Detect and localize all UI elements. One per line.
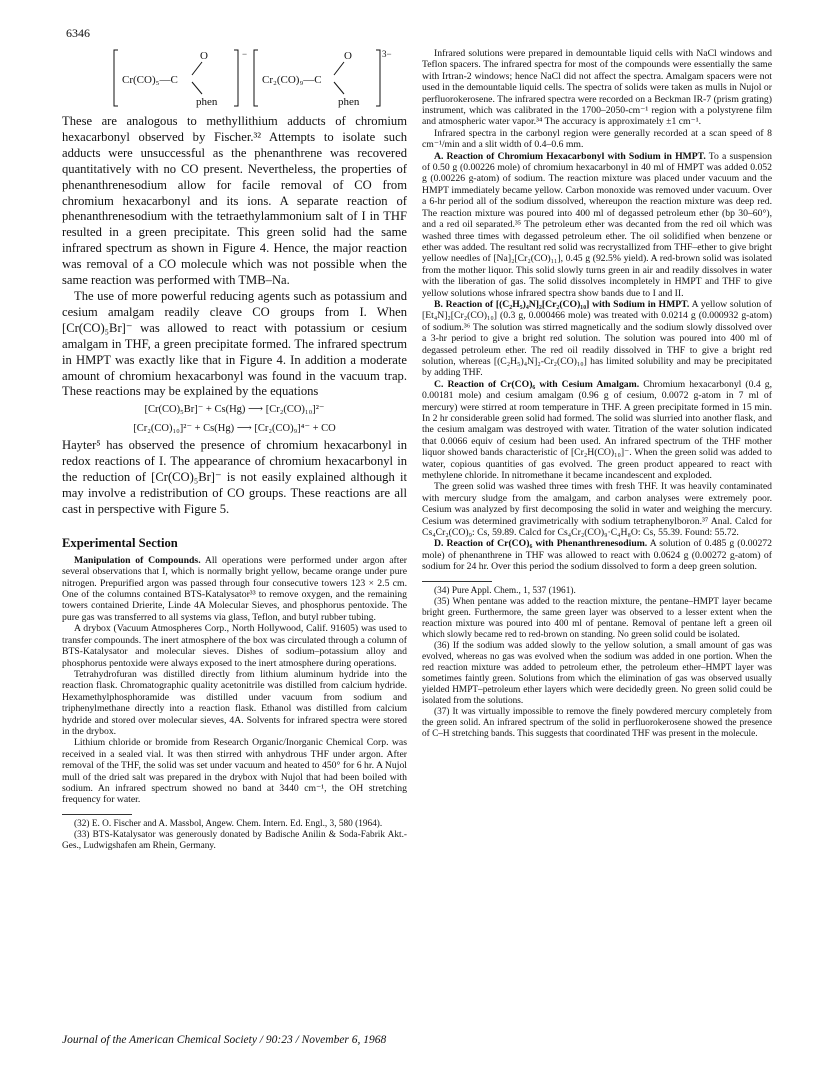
charge-label-1: − — [242, 49, 248, 59]
journal-footer: Journal of the American Chemical Society / 90:23 / November 6, 1968 — [62, 1034, 387, 1046]
paragraph-reaction-d — [422, 538, 772, 572]
reaction-d-heading: D. Reaction of Cr(CO)₆ with Phenanthrenesodium. — [434, 538, 648, 550]
anion-structures-figure — [62, 48, 407, 110]
paragraph-reaction-b — [422, 299, 772, 379]
phen-label-1: phen — [196, 96, 218, 108]
paragraph-reducing-agents: The use of more powerful reducing agents such as potassium and cesium amalgam readily cleave CO groups from I. When [Cr(CO)₅Br]⁻ was allowed to react with potassium or cesium amalgam in THF, a green precipitate formed. The infrared spectrum in HMPT was exactly like that in Figure 4. In addition a moderate amount of chromium hexacarbonyl was found in the vacuum trap. These reactions may be explained by the equations — [62, 288, 407, 399]
section-title: Experimental Section — [62, 535, 178, 550]
reaction-a-heading: A. Reaction of Chromium Hexacarbonyl with Sodium in HMPT. — [434, 150, 706, 162]
paragraph-manipulation — [62, 555, 407, 623]
reaction-c-heading: C. Reaction of Cr(CO)₆ with Cesium Amalgam. — [434, 378, 640, 390]
reaction-a-body: To a suspension of 0.50 g (0.00226 mole) of chromium hexacarbonyl in 40 ml of HMPT was added 0.052 g (0.00226 g-atom) of sodium. The reaction mixture was placed under vacuum and the HMPT immediately became yellow. Carbon monoxide was removed under vacuum. Over a 6-hr period all of the sodium dissolved, whereupon the reaction mixture was deep red. The reaction mixture was poured into 400 ml of degassed petroleum ether (bp 30–60°), and a red oil separated.³⁵ The petroleum ether was decanted from the red oil which was washed three times with degassed petroleum ether. The oil solidified when benzene or ether was added. The resultant red solid was recrystallized from THF–ether to give bright yellow needles of [Na]₂[Cr₂(CO)₁₁], 0.45 g (92.5% yield). A red-brown solid was isolated from the mother liquor. This solid slowly turns green in air and readily dissolves in water with the liberation of gas. The solid dissolves incompletely in HMPT and THF to give yellow solutions whose infrared spectra show bands due to I and II. — [422, 150, 772, 299]
paragraph-hayter: Hayter⁵ has observed the presence of chromium hexacarbonyl in redox reactions of I. The appearance of chromium hexacarbonyl in the reduction of [Cr(CO)₅Br]⁻ is not easily explained although it may involve a redistribution of CO groups. These reactions are all cast in perspective with Figure 5. — [62, 438, 407, 516]
structure-2-metal: Cr₂(CO)₉—C — [262, 74, 322, 86]
footnote-36: (36) If the sodium was added slowly to the yellow solution, a small amount of gas was evolved, whereas no gas was evolved when the sodium was added in one portion. When the red reaction mixture was added to petroleum ether, the petroleum ether–HMPT layer was sometimes faintly green. Solutions from which the elimination of gas was observed usually yielded HMPT–petroleum ether layers which were decidedly green. No green solid could be isolated from the solutions. — [422, 640, 772, 706]
paragraph-drybox: A drybox (Vacuum Atmospheres Corp., North Hollywood, Calif. 91605) was used to transfer compounds. The inert atmosphere of the box was circulated through a column of BTS-Katalysator and molecular sieves. Dishes of sodium–potassium alloy and phosphorus pentoxide were always exposed to the inert atmosphere during operations. — [62, 623, 407, 669]
paragraph-scan-speed: Infrared spectra in the carbonyl region were generally recorded at a scan speed of 8 cm⁻¹/min and a slit width of 0.4–0.6 mm. — [422, 127, 772, 151]
footnote-32: (32) E. O. Fischer and A. Massbol, Angew. Chem. Intern. Ed. Engl., 3, 580 (1964). — [74, 818, 383, 829]
page-number: 6346 — [66, 26, 90, 40]
footnote-33: (33) BTS-Katalysator was generously donated by Badische Anilin & Soda-Fabrik Akt.-Ges., Ludwigshafen am Rhein, Germany. — [62, 829, 407, 851]
paragraph-cesium-analysis: The green solid was washed three times with fresh THF. It was heavily contaminated with mercury sludge from the amalgam, and carbon analyses were extremely poor. Cesium was analyzed by first decomposing the solid in water and weighing the mercury. Cesium was determined gravimetrically with sodium tetraphenylboron.³⁷ Anal. Calcd for Cs₄Cr₂(CO)₉: Cs, 59.89. Calcd for Cs₄Cr₂(CO)₉·C₄H₈O: Cs, 55.39. Found: 55.72. — [422, 481, 772, 539]
oxygen-label-1: O — [200, 50, 208, 62]
paragraph-solvents: Tetrahydrofuran was distilled directly from lithium aluminum hydride into the reaction flask. Chromatographic quality acetonitrile was distilled from calcium hydride. Hexamethylphosphoramide was distilled under vacuum from sodium and triphenylmethane directly into a reaction flask. Ethanol was distilled from calcium hydride and stored over molecular sieves, 4A. Solvents for infrared spectra were stored in the drybox. — [62, 668, 407, 737]
manipulation-body: All operations were performed under argon after several observations that I, which is normally bright yellow, became orange under pure nitrogen. Prepurified argon was passed through four consecutive towers 123 × 2.5 cm. One of the columns contained BTS-Katalysator³³ to remove oxygen, and the remaining towers contained Drierite, Linde 4A Molecular Sieves, and phosphorus pentoxide. The pure gas was transferred to all systems via glass, Teflon, and butyl rubber tubing. — [62, 554, 408, 623]
reaction-d-body: A solution of 0.485 g (0.00272 mole) of phenanthrene in THF was allowed to react with 0.0624 g (0.00272 g-atom) of sodium for 24 hr. Over this period the sodium dissolved to form a deep green solution. — [422, 538, 772, 573]
oxygen-label-2: O — [344, 50, 352, 62]
reaction-c-body: Chromium hexacarbonyl (0.4 g, 0.00181 mole) and cesium amalgam (0.96 g of cesium, 0.0072 g-atom in 7 ml of mercury) were stirred at room temperature in THF. A green precipitate formed in 15 min. In 2 hr considerable green solid had formed. The solid was slurried into another flask, and the cesium amalgam was destroyed with water. Titration of the water solution indicated that 0.0066 equiv of cesium had been used. An infrared spectrum of the THF mother liquor showed bands characteristic of [Cr₂H(CO)₁₀]⁻. When the green solid was added to water, copious quantities of gas evolved. The green product appeared to react with methylene chloride. In nitromethane it became incandescent and exploded. — [422, 378, 773, 482]
footnote-rule-right — [422, 581, 492, 582]
manipulation-heading: Manipulation of Compounds. — [74, 554, 201, 566]
paragraph-reaction-c — [422, 379, 772, 482]
footnote-37: (37) It was virtually impossible to remove the finely powdered mercury completely from the green solid. An infrared spectrum of the solid in perfluorokerosene showed the presence of C–H stretching bands. This suggests that coordinated THF was present in the molecule. — [422, 706, 772, 739]
footnote-35: (35) When pentane was added to the reaction mixture, the pentane–HMPT layer became bright green. Furthermore, the same green layer was observed to a lesser extent when the reaction mixture was poured into 400 ml of pentane. Removal of pentane left a green oil which slowly became red to red-brown on standing. No green solid could be isolated. — [422, 596, 772, 640]
charge-label-2: 3− — [382, 49, 392, 59]
footnote-rule — [62, 814, 132, 815]
paragraph-lithium-chloride: Lithium chloride or bromide from Research Organic/Inorganic Chemical Corp. was received in a sealed vial. It was then stirred with anhydrous THF under argon. After removal of the THF, the solid was set under vacuum and heated to 450° for 6 hr. A Nujol mull of the dried salt was prepared in the drybox with Nujol that had been boiled with sodium. An infrared spectrum showed no band at 3440 cm⁻¹, the OH stretching frequency for water. — [62, 737, 407, 806]
paragraph-infrared-cells: Infrared solutions were prepared in demountable liquid cells with NaCl windows and Teflon spacers. The infrared spectra for most of the compounds were essentially the same with Irtran-2 windows; hence NaCl did not affect the spectra. Amalgam spacers were not used in the demountable liquid cells. The spectra of solids were taken as mulls in Nujol or perfluorokerosene. The infrared spectra were recorded on a Beckman IR-7 (prism grating) instrument, which was calibrated in the 1700–2050-cm⁻¹ region with a polystyrene film and atmospheric water vapor.³⁴ The accuracy is approximately ±1 cm⁻¹. — [422, 48, 772, 128]
structure-1-metal: Cr(CO)₅—C — [122, 74, 178, 86]
equation-2: [Cr₂(CO)₁₀]²⁻ + Cs(Hg) ⟶ [Cr₂(CO)₉]⁴⁻ + CO — [133, 423, 336, 435]
left-column — [62, 48, 407, 852]
structure-drawings — [62, 48, 407, 110]
phen-label-2: phen — [338, 96, 360, 108]
paragraph-reaction-a — [422, 151, 772, 299]
right-column — [422, 48, 772, 740]
footnote-34: (34) Pure Appl. Chem., 1, 537 (1961). — [434, 585, 576, 596]
reaction-b-body: A yellow solution of [Et₄N]₂[Cr₂(CO)₁₀] (0.3 g, 0.000466 mole) was treated with 0.0214 g (0.000932 g-atom) of sodium.³⁶ The solution was stirred magnetically and the sodium slowly dissolved over a 3-hr period to give a bright red solution. The solution was poured into 400 ml of degassed petroleum ether. The red oil readily dissolved in THF to give a bright red solution, whereas [(C₂H₅)₄N]₂-Cr₂(CO)₁₀] has limited solubility and may be precipitated by adding THF. — [422, 298, 772, 379]
equation-1: [Cr(CO)₅Br]⁻ + Cs(Hg) ⟶ [Cr₂(CO)₁₀]²⁻ — [144, 404, 325, 416]
paragraph-adducts: These are analogous to methyllithium adducts of chromium hexacarbonyl observed by Fischer.³² Attempts to isolate such adducts were unsuccessful as the phenanthrene was recovered quantitatively with no CO present. Nevertheless, the properties of phenanthrenesodium allow for facile removal of CO from chromium hexacarbonyl and its ions. A separate reaction of phenanthrenesodium with the tetraethylammonium salt of I in THF resulted in a green precipitate. This green solid had the same infrared spectrum as shown in Figure 4. Hence, the major reaction was removal of a CO molecule which was not possible when the same reaction was performed with TMB–Na. — [62, 114, 407, 288]
reaction-b-heading: B. Reaction of [(C₂H₅)₄N]₂[Cr₂(CO)₁₀] with Sodium in HMPT. — [434, 298, 690, 310]
